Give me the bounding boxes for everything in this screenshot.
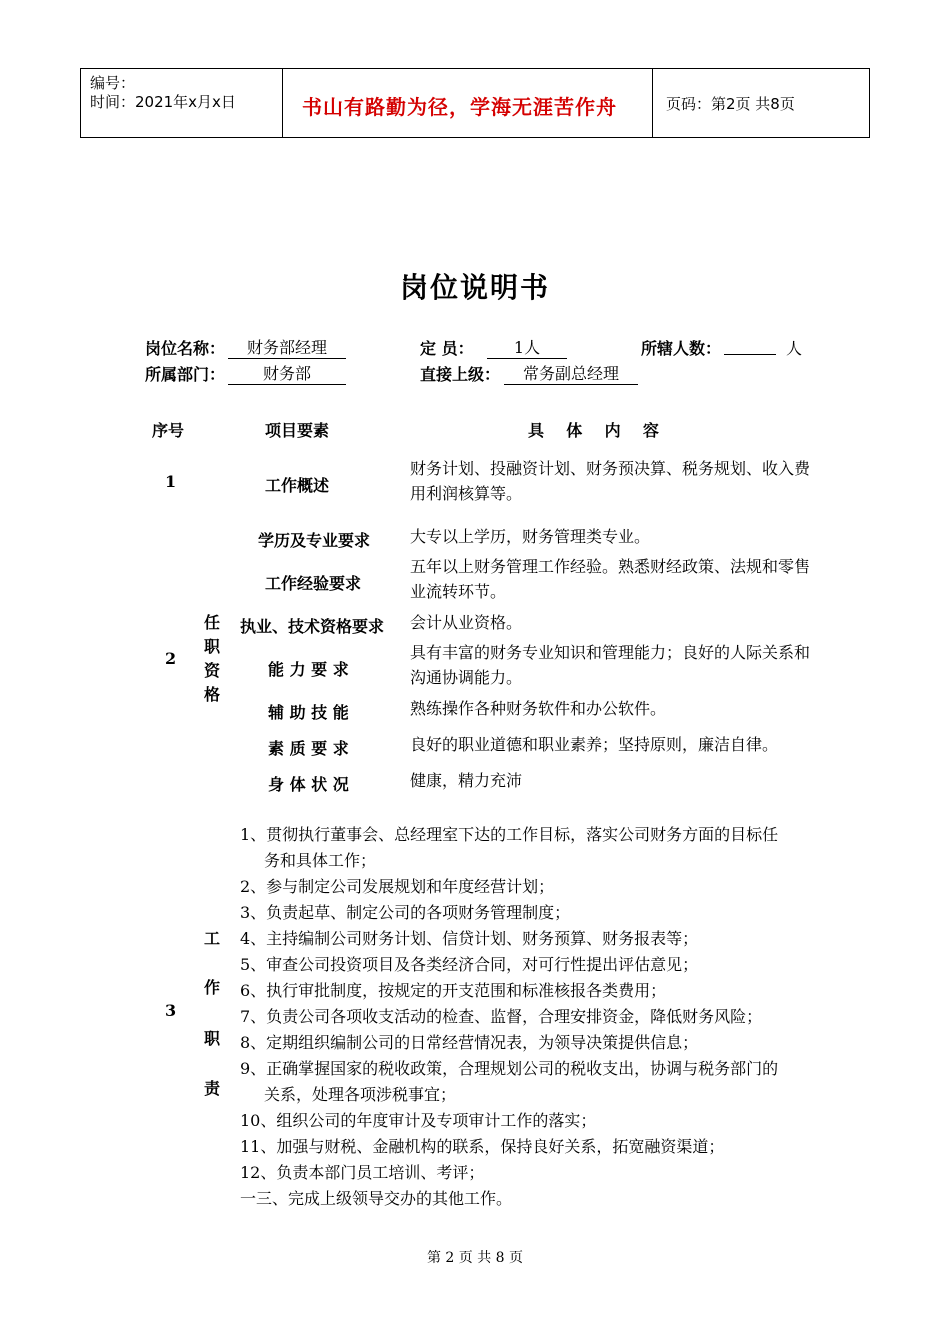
row2-item-label: 工作经验要求 <box>265 574 362 593</box>
document-title: 岗位说明书 <box>399 271 550 304</box>
header-item: 项目要素 <box>265 421 330 440</box>
header-divider <box>282 69 283 137</box>
row2-item-label: 能 力 要 求 <box>268 660 349 679</box>
duty-line: 1、贯彻执行董事会、总经理室下达的工作目标，落实公司财务方面的目标任 <box>240 825 779 844</box>
row3-seq: 3 <box>165 1001 177 1020</box>
row2-item-label: 身 体 状 况 <box>268 775 349 794</box>
duty-line: 5、审查公司投资项目及各类经济合同，对可行性提出评估意见； <box>240 955 699 974</box>
header-divider <box>652 69 653 137</box>
duty-line: 一三、完成上级领导交办的其他工作。 <box>240 1189 513 1208</box>
row2-item-content: 五年以上财务管理工作经验。熟悉财经政策、法规和零售业流转环节。 <box>410 557 811 601</box>
row3-category-char: 职 <box>204 1029 221 1048</box>
subordinates-value <box>724 335 776 355</box>
header-content: 具 体 内 容 <box>528 421 659 440</box>
row2-category: 任职资格 <box>203 613 220 704</box>
row2-item-label: 素 质 要 求 <box>268 739 349 758</box>
row2-item-content: 熟练操作各种财务软件和办公软件。 <box>410 699 667 718</box>
staff-label: 定 员： <box>420 339 474 358</box>
duty-line: 11、加强与财税、金融机构的联系，保持良好关系，拓宽融资渠道； <box>240 1137 725 1156</box>
superior-label: 直接上级： <box>420 365 501 384</box>
row2-item-content: 会计从业资格。 <box>410 613 523 632</box>
duty-line: 10、组织公司的年度审计及专项审计工作的落实； <box>240 1111 597 1130</box>
superior-value: 常务副总经理 <box>504 361 638 385</box>
duty-line: 7、负责公司各项收支活动的检查、监督，合理安排资金，降低财务风险； <box>240 1007 763 1026</box>
row3-category-char: 作 <box>204 978 221 997</box>
header-number: 编号： <box>90 74 136 92</box>
header-divider <box>80 69 81 137</box>
row2-item-content: 良好的职业道德和职业素养；坚持原则，廉洁自律。 <box>410 735 779 754</box>
duty-line: 4、主持编制公司财务计划、信贷计划、财务预算、财务报表等； <box>240 929 699 948</box>
row2-item-label: 辅 助 技 能 <box>268 703 349 722</box>
row1-content: 财务计划、投融资计划、财务预决算、税务规划、收入费用利润核算等。 <box>410 459 811 503</box>
duty-line: 8、定期组织编制公司的日常经营情况表，为领导决策提供信息； <box>240 1033 699 1052</box>
row1-seq: 1 <box>165 472 177 491</box>
duty-line: 12、负责本部门员工培训、考评； <box>240 1163 485 1182</box>
row2-item-content: 健康，精力充沛 <box>410 771 523 790</box>
duty-line: 2、参与制定公司发展规划和年度经营计划； <box>240 877 555 896</box>
row2-item-label: 执业、技术资格要求 <box>240 617 385 636</box>
header-page-info: 页码：第2页 共8页 <box>666 95 795 113</box>
duty-line: 9、正确掌握国家的税收政策，合理规划公司的税收支出，协调与税务部门的 <box>240 1059 779 1078</box>
header-motto: 书山有路勤为径，学海无涯苦作舟 <box>302 95 617 119</box>
row2-seq: 2 <box>165 649 177 668</box>
position-name-value: 财务部经理 <box>228 335 346 359</box>
header-divider <box>869 69 870 137</box>
staff-value: 1人 <box>487 335 567 359</box>
row2-item-content: 具有丰富的财务专业知识和管理能力；良好的人际关系和沟通协调能力。 <box>410 643 811 687</box>
row2-item-content: 大专以上学历，财务管理类专业。 <box>410 527 651 546</box>
department-label: 所属部门： <box>145 365 226 384</box>
row3-category-char: 工 <box>204 929 221 948</box>
header-seq: 序号 <box>152 421 185 440</box>
duty-line: 3、负责起草、制定公司的各项财务管理制度； <box>240 903 571 922</box>
row2-item-label: 学历及专业要求 <box>258 531 371 550</box>
position-name-label: 岗位名称： <box>145 339 226 358</box>
row1-item: 工作概述 <box>265 476 330 495</box>
duty-line: 务和具体工作； <box>264 851 377 870</box>
subordinates-unit: 人 <box>786 339 803 358</box>
department-value: 财务部 <box>228 361 346 385</box>
row3-category-char: 责 <box>204 1079 221 1098</box>
duty-line: 关系，处理各项涉税事宜； <box>264 1085 457 1104</box>
subordinates-label: 所辖人数： <box>641 339 722 358</box>
duty-line: 6、执行审批制度，按规定的开支范围和标准核报各类费用； <box>240 981 667 1000</box>
header-time: 时间：2021年x月x日 <box>90 93 236 111</box>
page-header <box>80 68 870 138</box>
page-footer: 第 2 页 共 8 页 <box>426 1250 524 1266</box>
